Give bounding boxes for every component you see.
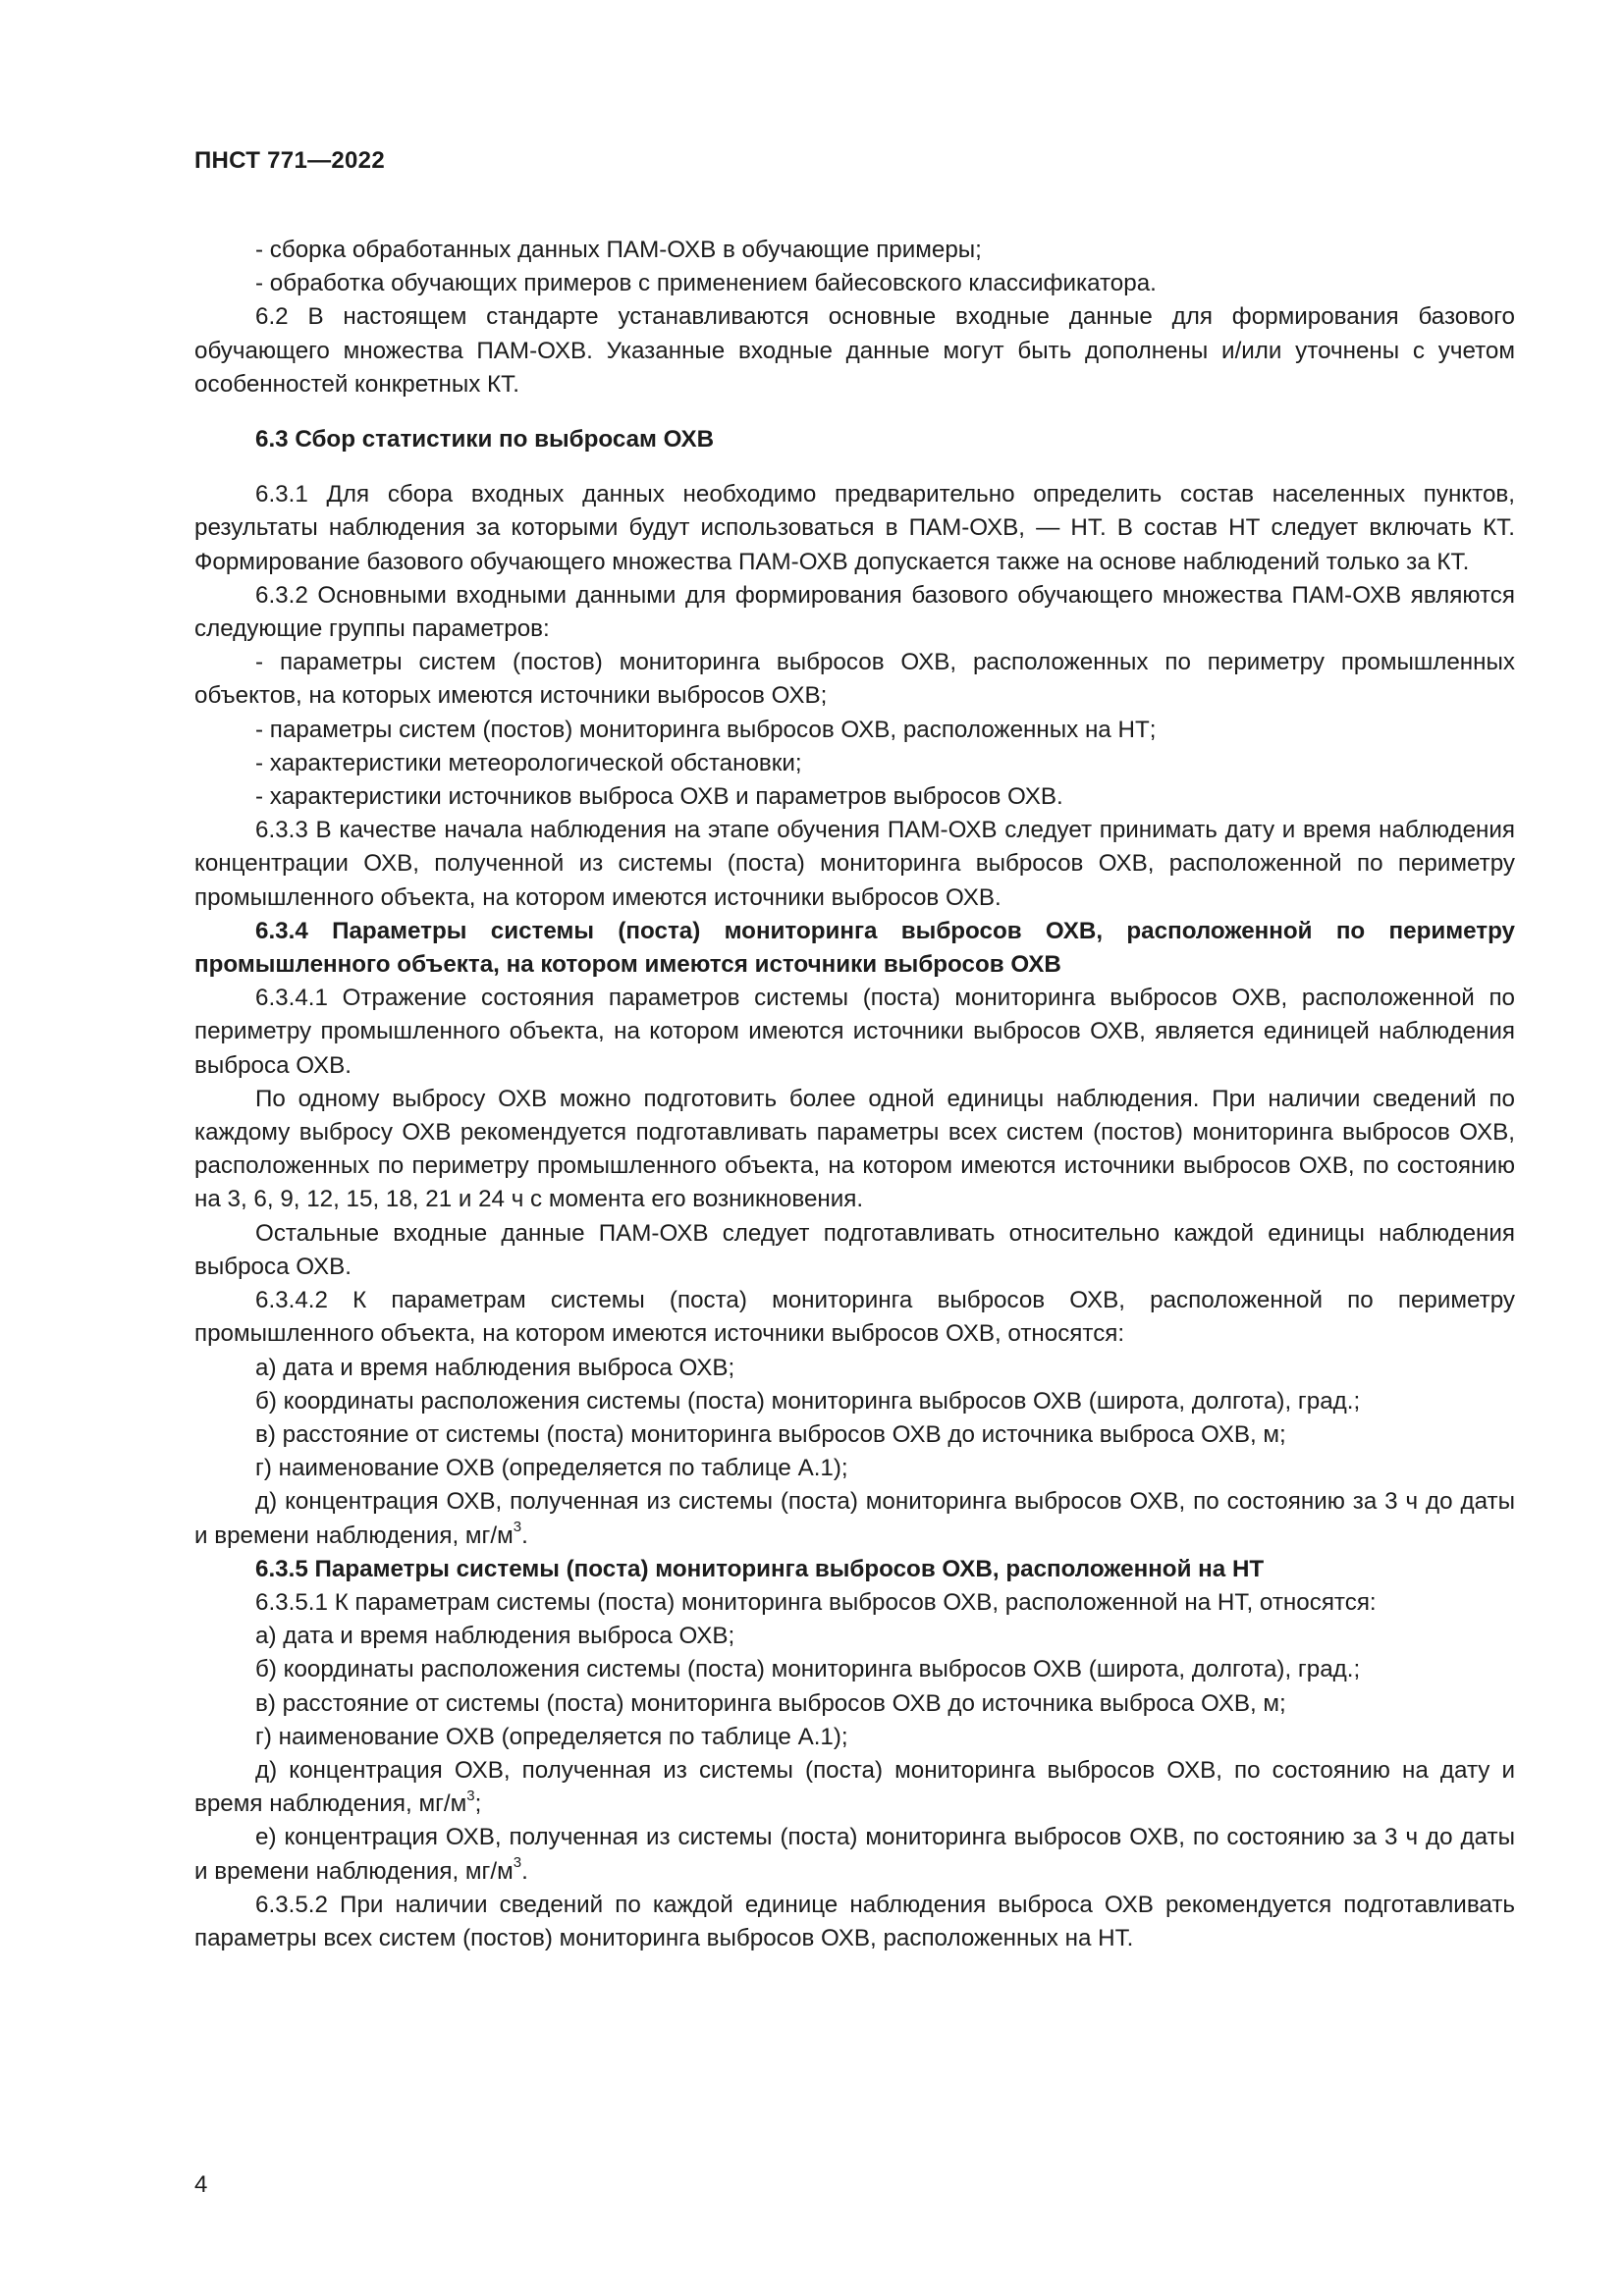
paragraph-text: - сборка обработанных данных ПАМ-ОХВ в обучающие примеры; bbox=[255, 237, 982, 263]
section-heading bbox=[194, 915, 1515, 982]
paragraph-text: 6.2 В настоящем стандарте устанавливаются основные входные данные для формирования базового обучающего множества ПАМ-ОХВ. Указанные входные данные могут быть дополнены и/или уточнены с учетом особенностей конкретных КТ. bbox=[194, 303, 1515, 398]
paragraph bbox=[194, 747, 1515, 780]
paragraph-tail: ; bbox=[474, 1790, 482, 1818]
paragraph-text: По одному выбросу ОХВ можно подготовить более одной единицы наблюдения. При наличии сведений по каждому выбросу ОХВ рекомендуется подготавливать параметры всех систем (постов) мониторинга выбросов ОХВ, расположенных по периметру промышленного объекта, на котором имеются источники выбросов ОХВ, по состоянию на 3, 6, 9, 12, 15, 18, 21 и 24 ч с момента его возникновения. bbox=[194, 1085, 1515, 1213]
paragraph bbox=[194, 814, 1515, 915]
section-heading bbox=[194, 423, 1515, 456]
paragraph bbox=[194, 267, 1515, 300]
paragraph bbox=[194, 982, 1515, 1083]
paragraph bbox=[194, 1485, 1515, 1552]
paragraph-text: - характеристики метеорологической обстановки; bbox=[255, 749, 802, 776]
paragraph-text: 6.3.4 Параметры системы (поста) мониторинга выбросов ОХВ, расположенной по периметру промышленного объекта, на котором имеются источники выбросов ОХВ bbox=[194, 917, 1515, 979]
section-heading bbox=[194, 1553, 1515, 1586]
paragraph-text: 6.3.5.2 При наличии сведений по каждой единице наблюдения выброса ОХВ рекомендуется подготавливать параметры всех систем (постов) мониторинга выбросов ОХВ, расположенных на НТ. bbox=[194, 1891, 1515, 1951]
paragraph bbox=[194, 1721, 1515, 1754]
paragraph bbox=[194, 1284, 1515, 1351]
paragraph bbox=[194, 780, 1515, 814]
paragraph-text: 6.3.4.1 Отражение состояния параметров системы (поста) мониторинга выбросов ОХВ, расположенной по периметру промышленного объекта, на котором имеются источники выбросов ОХВ, является единицей наблюдения выброса ОХВ. bbox=[194, 985, 1515, 1079]
paragraph bbox=[194, 1083, 1515, 1217]
paragraph-text: г) наименование ОХВ (определяется по таблице А.1); bbox=[255, 1723, 848, 1750]
superscript: 3 bbox=[513, 1854, 522, 1872]
paragraph-text: в) расстояние от системы (поста) мониторинга выбросов ОХВ до источника выброса ОХВ, м; bbox=[255, 1689, 1286, 1717]
paragraph bbox=[194, 646, 1515, 713]
paragraph bbox=[194, 1452, 1515, 1485]
paragraph-text: 6.3.5 Параметры системы (поста) мониторинга выбросов ОХВ, расположенной на НТ bbox=[255, 1555, 1265, 1582]
paragraph bbox=[194, 1385, 1515, 1418]
page-number: 4 bbox=[194, 2171, 208, 2198]
paragraph bbox=[194, 1217, 1515, 1284]
paragraph-text: 6.3.4.2 К параметрам системы (поста) мониторинга выбросов ОХВ, расположенной по периметру промышленного объекта, на котором имеются источники выбросов ОХВ, относятся: bbox=[194, 1287, 1515, 1348]
paragraph-tail: . bbox=[521, 1522, 528, 1549]
paragraph-text: 6.3.1 Для сбора входных данных необходимо предварительно определить состав населенных пунктов, результаты наблюдения за которыми будут использоваться в ПАМ-ОХВ, — НТ. В состав НТ следует включать КТ. Формирование базового обучающего множества ПАМ-ОХВ допускается также на основе наблюдений только за КТ. bbox=[194, 481, 1515, 575]
paragraph bbox=[194, 1653, 1515, 1686]
paragraph-tail: . bbox=[521, 1857, 528, 1885]
paragraph-text: б) координаты расположения системы (поста) мониторинга выбросов ОХВ (широта, долгота), град.; bbox=[255, 1656, 1361, 1683]
superscript: 3 bbox=[466, 1788, 475, 1805]
paragraph bbox=[194, 1418, 1515, 1452]
paragraph bbox=[194, 300, 1515, 401]
paragraph-text: д) концентрация ОХВ, полученная из системы (поста) мониторинга выбросов ОХВ, по состоянию за 3 ч до даты и времени наблюдения, мг/м bbox=[194, 1488, 1515, 1549]
paragraph bbox=[194, 1821, 1515, 1888]
paragraph-text: а) дата и время наблюдения выброса ОХВ; bbox=[255, 1623, 735, 1650]
paragraph bbox=[194, 234, 1515, 267]
paragraph-text: а) дата и время наблюдения выброса ОХВ; bbox=[255, 1354, 735, 1381]
document-page bbox=[194, 147, 1515, 1955]
paragraph bbox=[194, 1620, 1515, 1653]
paragraph-text: 6.3.2 Основными входными данными для формирования базового обучающего множества ПАМ-ОХВ являются следующие группы параметров: bbox=[194, 581, 1515, 643]
superscript: 3 bbox=[513, 1519, 522, 1536]
paragraph bbox=[194, 1586, 1515, 1620]
paragraph-text: 6.3.3 В качестве начала наблюдения на этапе обучения ПАМ-ОХВ следует принимать дату и время наблюдения концентрации ОХВ, полученной из системы (поста) мониторинга выбросов ОХВ, расположенной по периметру промышленного объекта, на котором имеются источники выбросов ОХВ. bbox=[194, 817, 1515, 911]
paragraph-text: 6.3 Сбор статистики по выбросам ОХВ bbox=[255, 426, 715, 454]
paragraph-text: в) расстояние от системы (поста) мониторинга выбросов ОХВ до источника выброса ОХВ, м; bbox=[255, 1420, 1286, 1448]
paragraph bbox=[194, 1687, 1515, 1721]
paragraph-text: 6.3.5.1 К параметрам системы (поста) мониторинга выбросов ОХВ, расположенной на НТ, относятся: bbox=[255, 1588, 1377, 1616]
paragraph bbox=[194, 1352, 1515, 1385]
paragraph bbox=[194, 478, 1515, 579]
document-body bbox=[194, 234, 1515, 1955]
paragraph-text: - характеристики источников выброса ОХВ и параметров выбросов ОХВ. bbox=[255, 783, 1063, 811]
paragraph-text: е) концентрация ОХВ, полученная из системы (поста) мониторинга выбросов ОХВ, по состоянию за 3 ч до даты и времени наблюдения, мг/м bbox=[194, 1824, 1515, 1885]
paragraph-text: г) наименование ОХВ (определяется по таблице А.1); bbox=[255, 1455, 848, 1482]
paragraph-text: - обработка обучающих примеров с применением байесовского классификатора. bbox=[255, 270, 1157, 297]
paragraph bbox=[194, 714, 1515, 747]
paragraph-text: б) координаты расположения системы (поста) мониторинга выбросов ОХВ (широта, долгота), град.; bbox=[255, 1387, 1361, 1415]
paragraph bbox=[194, 1889, 1515, 1955]
paragraph-text: - параметры систем (постов) мониторинга выбросов ОХВ, расположенных на НТ; bbox=[255, 716, 1157, 743]
paragraph-text: Остальные входные данные ПАМ-ОХВ следует подготавливать относительно каждой единицы наблюдения выброса ОХВ. bbox=[194, 1219, 1515, 1280]
paragraph-text: - параметры систем (постов) мониторинга выбросов ОХВ, расположенных по периметру промышленных объектов, на которых имеются источники выбросов ОХВ; bbox=[194, 649, 1515, 710]
paragraph-text: д) концентрация ОХВ, полученная из системы (поста) мониторинга выбросов ОХВ, по состоянию на дату и время наблюдения, мг/м bbox=[194, 1756, 1515, 1818]
paragraph bbox=[194, 579, 1515, 646]
document-code-header: ПНСТ 771—2022 bbox=[194, 147, 385, 174]
paragraph bbox=[194, 1754, 1515, 1821]
